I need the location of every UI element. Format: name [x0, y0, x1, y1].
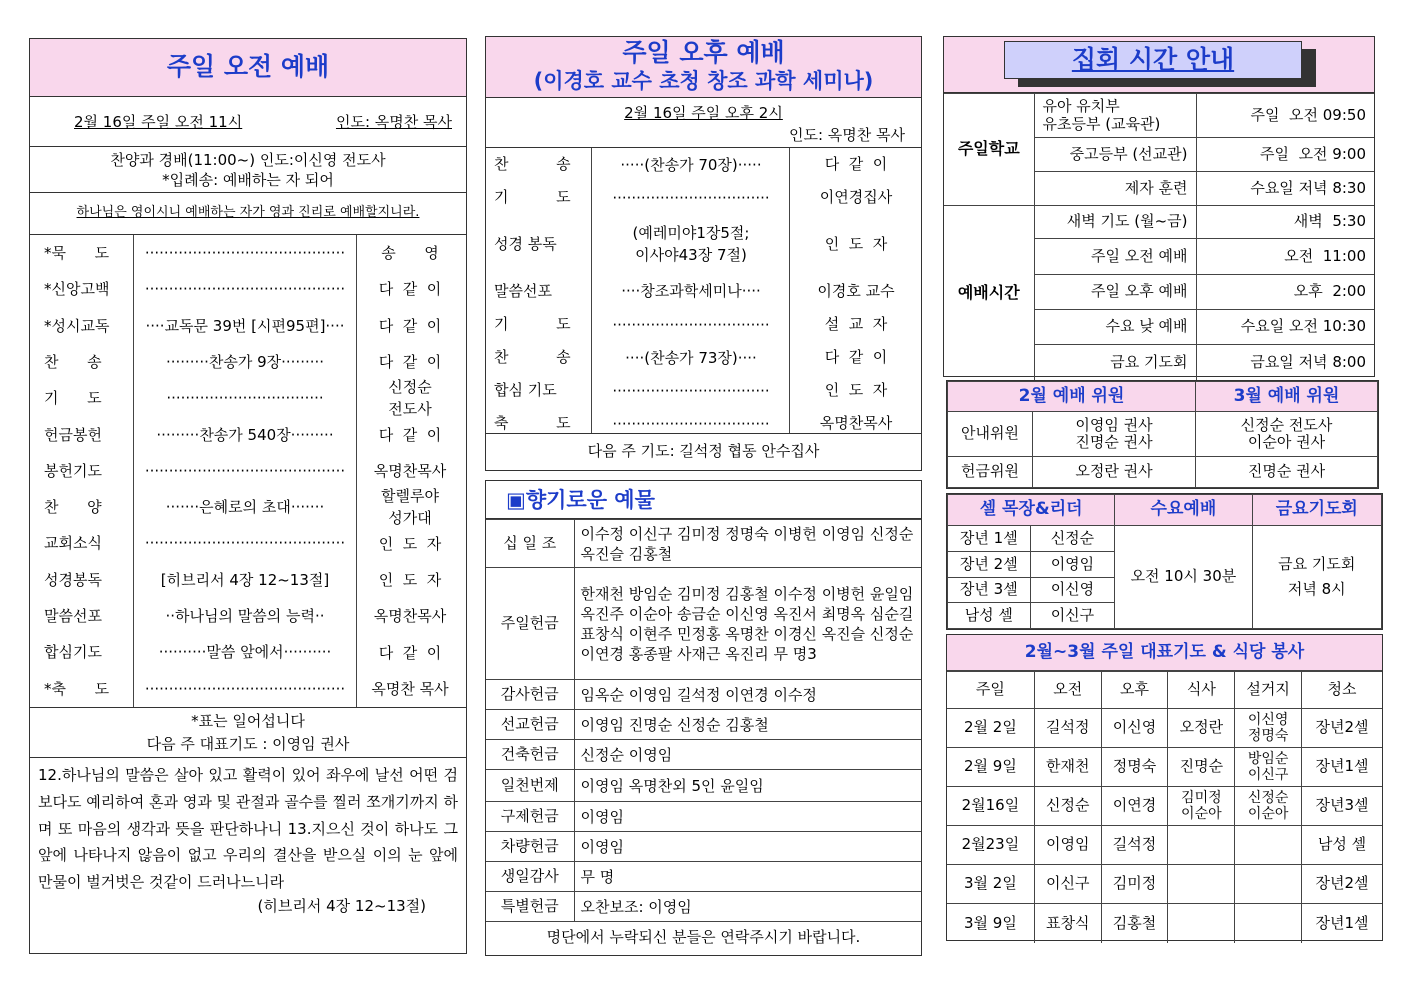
service-header: 청소 — [1302, 672, 1382, 709]
afternoon-title-1: 주일 오후 예배 — [622, 38, 785, 67]
afternoon-order — [486, 148, 921, 433]
schedule-time: 오전 11:00 — [1196, 239, 1374, 275]
morning-date: 2월 16일 주일 오전 11시 — [74, 113, 243, 131]
afternoon-item-name: 찬 송 — [494, 348, 571, 366]
afternoon-item-content: ································· — [612, 188, 770, 207]
service-row — [947, 787, 1382, 826]
offering-committee-feb: 오정란 권사 — [1033, 457, 1196, 488]
order-item-leader: 신정순 전도사 — [388, 378, 432, 419]
morning-service-panel — [29, 38, 467, 954]
order-row — [30, 235, 466, 271]
afternoon-item-name: 축 도 — [494, 414, 571, 432]
committee-feb-header: 2월 예배 위원 — [948, 382, 1196, 412]
service-header-row — [947, 672, 1382, 709]
order-item-content: ·········································· — [144, 280, 346, 299]
morning-date-row — [30, 97, 466, 147]
order-item-content: [히브리서 4장 12~13절] — [160, 570, 330, 589]
order-row — [30, 598, 466, 634]
cell-leader: 이신구 — [1030, 603, 1115, 629]
service-cell: 김홍철 — [1101, 904, 1168, 943]
fri-time: 금요 기도회 저녁 8시 — [1252, 526, 1381, 629]
service-cell: 3월 9일 — [947, 904, 1034, 943]
offering-row — [486, 520, 921, 568]
offering-names: 이영임 진명순 신정순 김홍철 — [574, 710, 921, 740]
service-cell: 2월 9일 — [947, 748, 1034, 787]
afternoon-date-block — [486, 98, 921, 148]
scripture-text: 12.하나님의 말씀은 살아 있고 활력이 있어 좌우에 날선 어떤 검보다도 예리하여 혼과 영과 및 관절과 골수를 찔러 쪼개기까지 하며 또 마음의 생각과 뜻을 판단하나니 13.지으신 것이 하나도 그 앞에 나타나지 않음이 없고 우리의 결산을 받으실 이의 눈 앞에 만물이 벌거벗은 것같이 드러나느니라 — [38, 766, 458, 892]
afternoon-item-leader: 옥명찬목사 — [819, 414, 893, 432]
order-item-name: 헌금봉헌 — [44, 425, 102, 444]
column-divider — [591, 148, 592, 433]
cell-name: 장년 2셀 — [948, 551, 1031, 577]
offering-row — [486, 862, 921, 892]
schedule-row — [944, 94, 1374, 138]
wed-header: 수요예배 — [1115, 495, 1252, 526]
stand-note: *표는 일어섭니다 — [191, 712, 305, 730]
service-header: 식사 — [1168, 672, 1235, 709]
schedule-dept: 중고등부 (선교관) — [1034, 138, 1196, 172]
afternoon-item-content: ····창조과학세미나···· — [621, 282, 761, 300]
afternoon-item-leader: 이경호 교수 — [817, 282, 895, 300]
service-cell: 길석정 — [1101, 826, 1168, 865]
offering-row — [486, 802, 921, 832]
usher-feb: 이영임 권사 진명순 권사 — [1033, 412, 1196, 457]
order-item-name: 성경봉독 — [44, 570, 102, 589]
afternoon-item-leader: 설 교 자 — [824, 315, 888, 333]
morning-order — [30, 235, 466, 707]
order-row — [30, 308, 466, 344]
praise-line-2: *입례송: 예배하는 자 되어 — [162, 171, 334, 189]
order-item-content: ································· — [166, 389, 324, 408]
fri-header: 금요기도회 — [1252, 495, 1381, 526]
offering-row — [486, 892, 921, 922]
offering-row — [486, 680, 921, 710]
order-item-leader: 다 같 이 — [378, 316, 442, 335]
schedule-dept: 수요 낮 예배 — [1034, 310, 1196, 345]
morning-leader: 인도: 옥명찬 목사 — [335, 113, 452, 131]
order-item-content: ·········찬송가 540장········· — [156, 425, 334, 444]
order-item-leader: 인 도 자 — [378, 570, 442, 589]
afternoon-title — [486, 37, 921, 98]
order-item-name: 기 도 — [44, 389, 102, 408]
service-cell: 장년3셀 — [1302, 787, 1382, 826]
order-item-leader: 할렐루야 성가대 — [381, 487, 439, 528]
service-cell: 이신영 정명숙 — [1235, 709, 1302, 748]
order-item-name: *축 도 — [44, 679, 110, 698]
usher-mar: 신정순 전도사 이순아 권사 — [1196, 412, 1378, 457]
offering-names: 무 명 — [574, 862, 921, 892]
offering-committee-mar: 진명순 권사 — [1196, 457, 1378, 488]
order-item-leader: 옥명찬목사 — [373, 461, 447, 480]
cell-name: 장년 3셀 — [948, 577, 1031, 603]
afternoon-item-content: ································· — [612, 315, 770, 334]
order-item-leader: 다 같 이 — [378, 425, 442, 444]
offering-names: 이수정 이신구 김미정 정명숙 이병헌 이영임 신정순 옥진슬 김홍철 — [574, 520, 921, 568]
offering-names: 이영임 — [574, 832, 921, 862]
order-item-content: ·········찬송가 9장········· — [165, 352, 325, 371]
order-row — [30, 634, 466, 670]
afternoon-item-leader: 이연경집사 — [819, 188, 893, 206]
order-item-leader: 옥명찬목사 — [373, 607, 447, 626]
order-item-content: ·······은혜로의 초대······· — [165, 498, 325, 517]
schedule-time: 수요일 오전 10:30 — [1196, 310, 1374, 345]
cells-table — [947, 494, 1382, 629]
cells-panel — [946, 493, 1383, 630]
afternoon-item-content: ····(찬송가 73장)···· — [625, 348, 757, 367]
cell-leader: 이신영 — [1030, 577, 1115, 603]
offering-names: 이영임 — [574, 802, 921, 832]
committee-panel — [946, 380, 1379, 489]
service-row — [947, 748, 1382, 787]
offering-title: ▣향기로운 예물 — [486, 481, 921, 519]
order-row — [30, 417, 466, 453]
order-item-name: 찬 양 — [44, 498, 102, 517]
afternoon-item-name: 합심 기도 — [494, 381, 557, 399]
order-item-leader: 다 같 이 — [378, 353, 442, 372]
schedule-table — [944, 93, 1374, 380]
offering-row — [486, 568, 921, 680]
schedule-dept: 주일 오전 예배 — [1034, 239, 1196, 275]
schedule-header — [944, 37, 1374, 93]
offering-row — [486, 740, 921, 770]
schedule-dept: 유아 유치부 유초등부 (교육관) — [1034, 94, 1196, 138]
committee-mar-header: 3월 예배 위원 — [1196, 382, 1378, 412]
order-item-leader: 다 같 이 — [378, 643, 442, 662]
service-cell — [1168, 826, 1235, 865]
service-cell: 이신영 — [1101, 709, 1168, 748]
schedule-dept: 금요 기도회 — [1034, 345, 1196, 380]
service-cell: 장년2셀 — [1302, 865, 1382, 904]
order-item-leader: 옥명찬 목사 — [371, 679, 449, 698]
order-item-name: 말씀선포 — [44, 607, 102, 626]
offering-label: 생일감사 — [486, 862, 574, 892]
afternoon-item-leader: 다 같 이 — [824, 348, 888, 366]
praise-line-1: 찬양과 경배(11:00~) 인도:이신영 전도사 — [110, 151, 386, 169]
service-cell — [1168, 865, 1235, 904]
service-title: 2월~3월 주일 대표기도 & 식당 봉사 — [947, 635, 1382, 671]
order-item-leader: 인 도 자 — [378, 534, 442, 553]
schedule-time: 수요일 저녁 8:30 — [1196, 172, 1374, 206]
schedule-title-box — [1004, 41, 1302, 79]
worship-time-label: 예배시간 — [944, 206, 1034, 380]
service-cell: 정명숙 — [1101, 748, 1168, 787]
service-cell: 이신구 — [1034, 865, 1101, 904]
offering-label: 감사헌금 — [486, 680, 574, 710]
offering-names: 이영임 옥명찬외 5인 윤일임 — [574, 770, 921, 802]
committee-table — [947, 381, 1378, 488]
service-cell: 한재천 — [1034, 748, 1101, 787]
schedule-time: 오후 2:00 — [1196, 275, 1374, 310]
offering-label: 특별헌금 — [486, 892, 574, 922]
service-header: 오전 — [1034, 672, 1101, 709]
offering-names: 오찬보조: 이영임 — [574, 892, 921, 922]
afternoon-item-name: 성경 봉독 — [494, 235, 557, 253]
service-cell: 3월 2일 — [947, 865, 1034, 904]
order-item-name: 찬 송 — [44, 352, 102, 371]
service-row — [947, 709, 1382, 748]
afternoon-item-name: 기 도 — [494, 188, 571, 206]
order-item-name: 봉헌기도 — [44, 461, 102, 480]
service-cell: 2월23일 — [947, 826, 1034, 865]
schedule-time: 새벽 5:30 — [1196, 206, 1374, 239]
afternoon-item-content: (예레미야1장5절; 이사야43장 7절) — [632, 224, 750, 264]
afternoon-date: 2월 16일 주일 오후 2시 — [624, 104, 783, 122]
service-cell: 방임순 이신구 — [1235, 748, 1302, 787]
afternoon-item-name: 말씀선포 — [494, 282, 552, 300]
afternoon-item-content: ································· — [612, 414, 770, 433]
morning-footer — [30, 707, 466, 757]
order-item-leader: 다 같 이 — [378, 280, 442, 299]
order-item-content: ·········································· — [144, 461, 346, 480]
service-cell: 이영임 — [1034, 826, 1101, 865]
afternoon-next-prayer: 다음 주 기도: 길석정 협동 안수집사 — [486, 433, 921, 469]
service-row — [947, 904, 1382, 943]
service-cell: 장년2셀 — [1302, 709, 1382, 748]
offering-label: 건축헌금 — [486, 740, 574, 770]
schedule-dept: 새벽 기도 (월~금) — [1034, 206, 1196, 239]
offering-row — [486, 710, 921, 740]
service-cell — [1235, 865, 1302, 904]
service-row — [947, 865, 1382, 904]
order-item-content: ·········································· — [144, 679, 346, 698]
service-cell: 장년1셀 — [1302, 904, 1382, 943]
service-header: 오후 — [1101, 672, 1168, 709]
afternoon-leader: 인도: 옥명찬 목사 — [788, 126, 905, 144]
afternoon-title-2: (이경호 교수 초청 창조 과학 세미나) — [533, 69, 874, 93]
order-item-content: ··하나님의 말씀의 능력·· — [165, 607, 325, 626]
service-cell: 이연경 — [1101, 787, 1168, 826]
service-cell: 신정순 — [1034, 787, 1101, 826]
service-cell: 2월16일 — [947, 787, 1034, 826]
offering-label: 일천번제 — [486, 770, 574, 802]
schedule-row — [944, 206, 1374, 239]
afternoon-service-panel — [485, 36, 922, 471]
cell-name: 장년 1셀 — [948, 526, 1031, 552]
column-divider — [789, 148, 790, 433]
schedule-time: 주일 오전 09:50 — [1196, 94, 1374, 138]
service-cell — [1235, 904, 1302, 943]
afternoon-item-leader: 인 도 자 — [824, 381, 888, 399]
order-row — [30, 525, 466, 561]
service-cell: 2월 2일 — [947, 709, 1034, 748]
sunday-school-label: 주일학교 — [944, 94, 1034, 206]
cell-name: 남성 셀 — [948, 603, 1031, 629]
verse-line: 하나님은 영이시니 예배하는 자가 영과 진리로 예배할지니라. — [30, 193, 466, 235]
offering-label: 구제헌금 — [486, 802, 574, 832]
order-row — [30, 344, 466, 380]
afternoon-item-name: 찬 송 — [494, 155, 571, 173]
schedule-time: 주일 오전 9:00 — [1196, 138, 1374, 172]
order-item-name: *묵 도 — [44, 244, 110, 262]
service-cell: 길석정 — [1034, 709, 1101, 748]
scripture-ref: (히브리서 4장 12~13절) — [257, 897, 426, 916]
schedule-dept: 주일 오후 예배 — [1034, 275, 1196, 310]
order-item-content: ····교독문 39번 [시편95편]···· — [145, 316, 345, 335]
service-cell: 김미정 — [1101, 865, 1168, 904]
order-item-name: 교회소식 — [44, 534, 102, 553]
service-cell: 진명순 — [1168, 748, 1235, 787]
offering-table — [486, 519, 921, 922]
order-item-name: *성시교독 — [44, 316, 110, 335]
afternoon-item-name: 기 도 — [494, 315, 571, 333]
cells-header: 셀 목장&리더 — [948, 495, 1115, 526]
offering-footer: 명단에서 누락되신 분들은 연락주시기 바랍니다. — [546, 928, 861, 946]
schedule-panel — [943, 36, 1375, 377]
service-cell: 김미정 이순아 — [1168, 787, 1235, 826]
offering-row — [486, 832, 921, 862]
offering-names: 한재천 방임순 김미정 김홍철 이수정 이병헌 윤일임 옥진주 이순아 송금순 이신영 옥진서 최명옥 심순길 표창식 이현주 민정홍 옥명찬 이경신 옥진슬 신정순 이연경 홍종팔 사재근 옥진리 무 명3 — [574, 568, 921, 680]
afternoon-item-content: ·····(찬송가 70장)····· — [620, 155, 762, 174]
afternoon-item-content: ································· — [612, 381, 770, 400]
offering-panel — [485, 480, 922, 956]
order-row — [30, 671, 466, 707]
order-item-content: ··········말씀 앞에서·········· — [158, 643, 332, 662]
service-cell: 표창식 — [1034, 904, 1101, 943]
service-row — [947, 826, 1382, 865]
offering-names: 임옥순 이영임 길석정 이연경 이수정 — [574, 680, 921, 710]
offering-committee-label: 헌금위원 — [948, 457, 1033, 488]
service-header: 설거지 — [1235, 672, 1302, 709]
service-cell: 장년1셀 — [1302, 748, 1382, 787]
order-row — [30, 562, 466, 598]
offering-label: 선교헌금 — [486, 710, 574, 740]
cell-leader: 이영임 — [1030, 551, 1115, 577]
order-row — [30, 378, 466, 419]
service-table — [947, 671, 1382, 943]
schedule-time: 금요일 저녁 8:00 — [1196, 345, 1374, 380]
order-row — [30, 453, 466, 489]
cell-leader: 신정순 — [1030, 526, 1115, 552]
order-item-content: ·········································· — [144, 244, 346, 262]
service-cell: 오정란 — [1168, 709, 1235, 748]
scripture-block — [30, 757, 466, 922]
order-item-name: 합심기도 — [44, 643, 102, 662]
order-item-content: ·········································· — [144, 534, 346, 553]
service-panel — [946, 634, 1383, 941]
service-cell: 신정순 이순아 — [1235, 787, 1302, 826]
order-item-name: *신앙고백 — [44, 280, 110, 299]
praise-block — [30, 147, 466, 193]
morning-title: 주일 오전 예배 — [30, 39, 466, 97]
order-row — [30, 487, 466, 528]
schedule-dept: 제자 훈련 — [1034, 172, 1196, 206]
schedule-title: 집회 시간 안내 — [1071, 45, 1235, 74]
afternoon-item-leader: 다 같 이 — [824, 155, 888, 173]
offering-names: 신정순 이영임 — [574, 740, 921, 770]
order-item-leader: 송 영 — [381, 244, 439, 263]
usher-label: 안내위원 — [948, 412, 1033, 457]
wed-time: 오전 10시 30분 — [1115, 526, 1252, 629]
offering-label: 십 일 조 — [486, 520, 574, 568]
afternoon-item-leader: 인 도 자 — [824, 235, 888, 253]
order-row — [30, 271, 466, 307]
offering-row — [486, 770, 921, 802]
service-header: 주일 — [947, 672, 1034, 709]
service-cell — [1168, 904, 1235, 943]
offering-label: 차량헌금 — [486, 832, 574, 862]
next-prayer: 다음 주 대표기도 : 이영임 권사 — [146, 735, 350, 753]
service-cell — [1235, 826, 1302, 865]
service-cell: 남성 셀 — [1302, 826, 1382, 865]
offering-label: 주일헌금 — [486, 568, 574, 680]
